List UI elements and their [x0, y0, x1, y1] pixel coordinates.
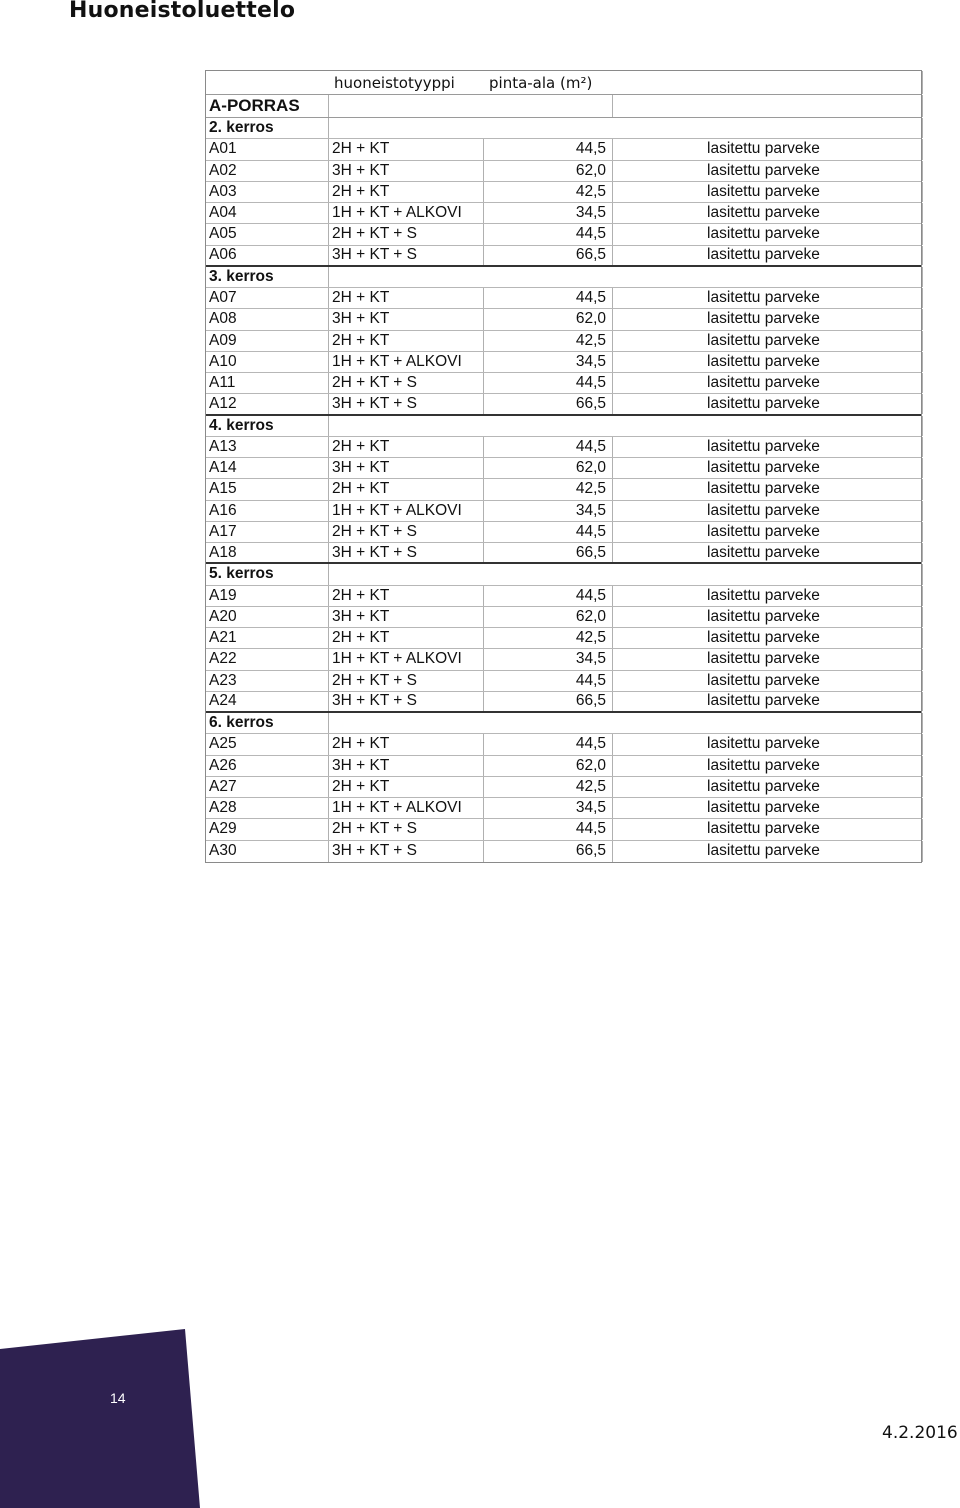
- apartment-id: A03: [209, 182, 237, 200]
- apartment-balcony: lasitettu parveke: [707, 374, 820, 392]
- apartment-type: 1H + KT + ALKOVI: [332, 501, 462, 519]
- apartment-area: 62,0: [575, 161, 606, 179]
- table-row: [206, 352, 921, 373]
- apartment-area: 44,5: [575, 140, 606, 158]
- apartment-id: A27: [209, 777, 237, 795]
- apartment-id: A18: [209, 543, 237, 561]
- apartment-balcony: lasitettu parveke: [707, 842, 820, 860]
- apartment-area: 66,5: [575, 543, 606, 561]
- apartment-area: 44,5: [575, 225, 606, 243]
- apartment-id: A15: [209, 480, 237, 498]
- apartment-balcony: lasitettu parveke: [707, 352, 820, 370]
- floor-row: [206, 416, 921, 437]
- apartment-id: A22: [209, 650, 237, 668]
- apartment-area: 44,5: [575, 820, 606, 838]
- table-row: [206, 203, 921, 224]
- footer-accent-shape: [0, 1329, 200, 1508]
- page-title: Huoneistoluettelo: [69, 0, 296, 23]
- apartment-type: 3H + KT: [332, 310, 390, 328]
- floor-row: [206, 564, 921, 585]
- table-row: [206, 649, 921, 670]
- apartment-type: 2H + KT: [332, 289, 390, 307]
- apartment-balcony: lasitettu parveke: [707, 820, 820, 838]
- page-number: 14: [110, 1390, 126, 1406]
- apartment-balcony: lasitettu parveke: [707, 629, 820, 647]
- apartment-balcony: lasitettu parveke: [707, 331, 820, 349]
- apartment-type: 2H + KT + S: [332, 820, 418, 838]
- apartment-area: 34,5: [575, 352, 606, 370]
- apartment-id: A30: [209, 842, 237, 860]
- apartment-area: 66,5: [575, 842, 606, 860]
- apartment-area: 62,0: [575, 607, 606, 625]
- table-row: [206, 479, 921, 500]
- apartment-area: 42,5: [575, 331, 606, 349]
- apartment-id: A24: [209, 692, 237, 710]
- column-header-type: huoneistotyyppi: [334, 73, 455, 92]
- table-row: [206, 841, 921, 862]
- apartment-type: 2H + KT + S: [332, 374, 418, 392]
- apartment-id: A11: [209, 374, 236, 392]
- apartment-type: 2H + KT: [332, 331, 390, 349]
- apartment-balcony: lasitettu parveke: [707, 650, 820, 668]
- apartment-balcony: lasitettu parveke: [707, 586, 820, 604]
- apartment-area: 44,5: [575, 289, 606, 307]
- table-row: [206, 182, 921, 203]
- apartment-balcony: lasitettu parveke: [707, 161, 820, 179]
- apartment-id: A06: [209, 246, 237, 264]
- apartment-balcony: lasitettu parveke: [707, 480, 820, 498]
- apartment-balcony: lasitettu parveke: [707, 246, 820, 264]
- apartment-balcony: lasitettu parveke: [707, 671, 820, 689]
- column-header-area: pinta-ala (m²): [489, 73, 593, 92]
- apartment-balcony: lasitettu parveke: [707, 735, 820, 753]
- table-body: [206, 118, 921, 862]
- apartment-type: 2H + KT + S: [332, 522, 418, 540]
- apartment-balcony: lasitettu parveke: [707, 692, 820, 710]
- floor-row: [206, 118, 921, 139]
- floor-row: [206, 267, 921, 288]
- apartment-balcony: lasitettu parveke: [707, 543, 820, 561]
- apartment-area: 42,5: [575, 480, 606, 498]
- table-row: [206, 819, 921, 840]
- apartment-type: 3H + KT: [332, 161, 390, 179]
- table-row: [206, 798, 921, 819]
- apartment-area: 44,5: [575, 374, 606, 392]
- apartment-id: A08: [209, 310, 237, 328]
- apartment-id: A29: [209, 820, 237, 838]
- apartment-area: 42,5: [575, 777, 606, 795]
- apartment-id: A14: [209, 459, 237, 477]
- apartment-id: A21: [209, 629, 237, 647]
- table-row: [206, 139, 921, 160]
- apartment-area: 34,5: [575, 650, 606, 668]
- apartment-id: A20: [209, 607, 237, 625]
- apartment-area: 62,0: [575, 310, 606, 328]
- apartment-type: 3H + KT + S: [332, 842, 418, 860]
- apartment-id: A13: [209, 437, 237, 455]
- table-row: [206, 501, 921, 522]
- table-row: [206, 458, 921, 479]
- apartment-balcony: lasitettu parveke: [707, 140, 820, 158]
- apartment-balcony: lasitettu parveke: [707, 501, 820, 519]
- table-row: [206, 224, 921, 245]
- apartment-balcony: lasitettu parveke: [707, 459, 820, 477]
- apartment-type: 2H + KT: [332, 777, 390, 795]
- apartment-balcony: lasitettu parveke: [707, 394, 820, 412]
- apartment-id: A04: [209, 204, 237, 222]
- floor-row: [206, 713, 921, 734]
- apartment-type: 3H + KT: [332, 459, 390, 477]
- table-row: [206, 586, 921, 607]
- floor-label: 4. kerros: [209, 416, 274, 434]
- apartment-id: A17: [209, 522, 237, 540]
- apartment-type: 2H + KT: [332, 735, 390, 753]
- table-row: [206, 437, 921, 458]
- apartment-id: A19: [209, 586, 237, 604]
- apartment-id: A28: [209, 799, 237, 817]
- table-row: [206, 543, 921, 564]
- apartment-id: A09: [209, 331, 237, 349]
- apartment-id: A02: [209, 161, 237, 179]
- table-row: [206, 161, 921, 182]
- table-header-row: [206, 71, 921, 95]
- table-row: [206, 756, 921, 777]
- apartment-type: 1H + KT + ALKOVI: [332, 352, 462, 370]
- apartment-type: 2H + KT: [332, 140, 390, 158]
- porras-row: [206, 95, 921, 118]
- table-row: [206, 692, 921, 713]
- apartment-area: 42,5: [575, 629, 606, 647]
- apartment-id: A26: [209, 756, 237, 774]
- apartment-type: 2H + KT: [332, 629, 390, 647]
- apartment-id: A16: [209, 501, 237, 519]
- apartment-id: A23: [209, 671, 237, 689]
- apartment-balcony: lasitettu parveke: [707, 756, 820, 774]
- apartment-type: 3H + KT + S: [332, 246, 418, 264]
- apartment-balcony: lasitettu parveke: [707, 182, 820, 200]
- apartment-type: 1H + KT + ALKOVI: [332, 204, 462, 222]
- apartment-type: 2H + KT: [332, 182, 390, 200]
- floor-label: 6. kerros: [209, 714, 274, 732]
- apartment-type: 2H + KT: [332, 480, 390, 498]
- apartment-area: 66,5: [575, 692, 606, 710]
- table-row: [206, 734, 921, 755]
- apartment-id: A12: [209, 394, 237, 412]
- apartment-id: A10: [209, 352, 237, 370]
- apartment-area: 62,0: [575, 459, 606, 477]
- table-row: [206, 394, 921, 415]
- apartment-balcony: lasitettu parveke: [707, 777, 820, 795]
- apartment-type: 1H + KT + ALKOVI: [332, 799, 462, 817]
- floor-label: 3. kerros: [209, 267, 274, 285]
- apartment-area: 34,5: [575, 799, 606, 817]
- apartment-balcony: lasitettu parveke: [707, 310, 820, 328]
- table-row: [206, 607, 921, 628]
- apartment-type: 1H + KT + ALKOVI: [332, 650, 462, 668]
- apartment-balcony: lasitettu parveke: [707, 522, 820, 540]
- table-row: [206, 246, 921, 267]
- table-row: [206, 309, 921, 330]
- apartment-type: 3H + KT + S: [332, 543, 418, 561]
- apartment-balcony: lasitettu parveke: [707, 607, 820, 625]
- apartment-area: 62,0: [575, 756, 606, 774]
- table-row: [206, 777, 921, 798]
- apartment-balcony: lasitettu parveke: [707, 225, 820, 243]
- apartment-area: 44,5: [575, 671, 606, 689]
- apartment-table: [205, 70, 922, 863]
- footer-date: 4.2.2016: [882, 1423, 958, 1443]
- apartment-area: 34,5: [575, 501, 606, 519]
- table-row: [206, 671, 921, 692]
- apartment-area: 34,5: [575, 204, 606, 222]
- apartment-type: 3H + KT: [332, 607, 390, 625]
- apartment-type: 2H + KT: [332, 437, 390, 455]
- apartment-id: A25: [209, 735, 237, 753]
- apartment-area: 44,5: [575, 735, 606, 753]
- table-row: [206, 288, 921, 309]
- apartment-type: 3H + KT + S: [332, 692, 418, 710]
- apartment-id: A07: [209, 289, 237, 307]
- apartment-balcony: lasitettu parveke: [707, 289, 820, 307]
- apartment-type: 2H + KT: [332, 586, 390, 604]
- table-row: [206, 628, 921, 649]
- apartment-type: 3H + KT + S: [332, 394, 418, 412]
- apartment-balcony: lasitettu parveke: [707, 799, 820, 817]
- table-row: [206, 373, 921, 394]
- apartment-type: 2H + KT + S: [332, 671, 418, 689]
- floor-label: 5. kerros: [209, 565, 274, 583]
- porras-label: A-PORRAS: [209, 96, 300, 115]
- apartment-balcony: lasitettu parveke: [707, 204, 820, 222]
- apartment-balcony: lasitettu parveke: [707, 437, 820, 455]
- floor-label: 2. kerros: [209, 119, 274, 137]
- apartment-area: 44,5: [575, 522, 606, 540]
- apartment-area: 66,5: [575, 246, 606, 264]
- apartment-type: 2H + KT + S: [332, 225, 418, 243]
- apartment-area: 44,5: [575, 437, 606, 455]
- apartment-type: 3H + KT: [332, 756, 390, 774]
- apartment-area: 66,5: [575, 394, 606, 412]
- table-row: [206, 522, 921, 543]
- apartment-area: 44,5: [575, 586, 606, 604]
- apartment-area: 42,5: [575, 182, 606, 200]
- apartment-id: A05: [209, 225, 237, 243]
- table-row: [206, 331, 921, 352]
- apartment-id: A01: [209, 140, 237, 158]
